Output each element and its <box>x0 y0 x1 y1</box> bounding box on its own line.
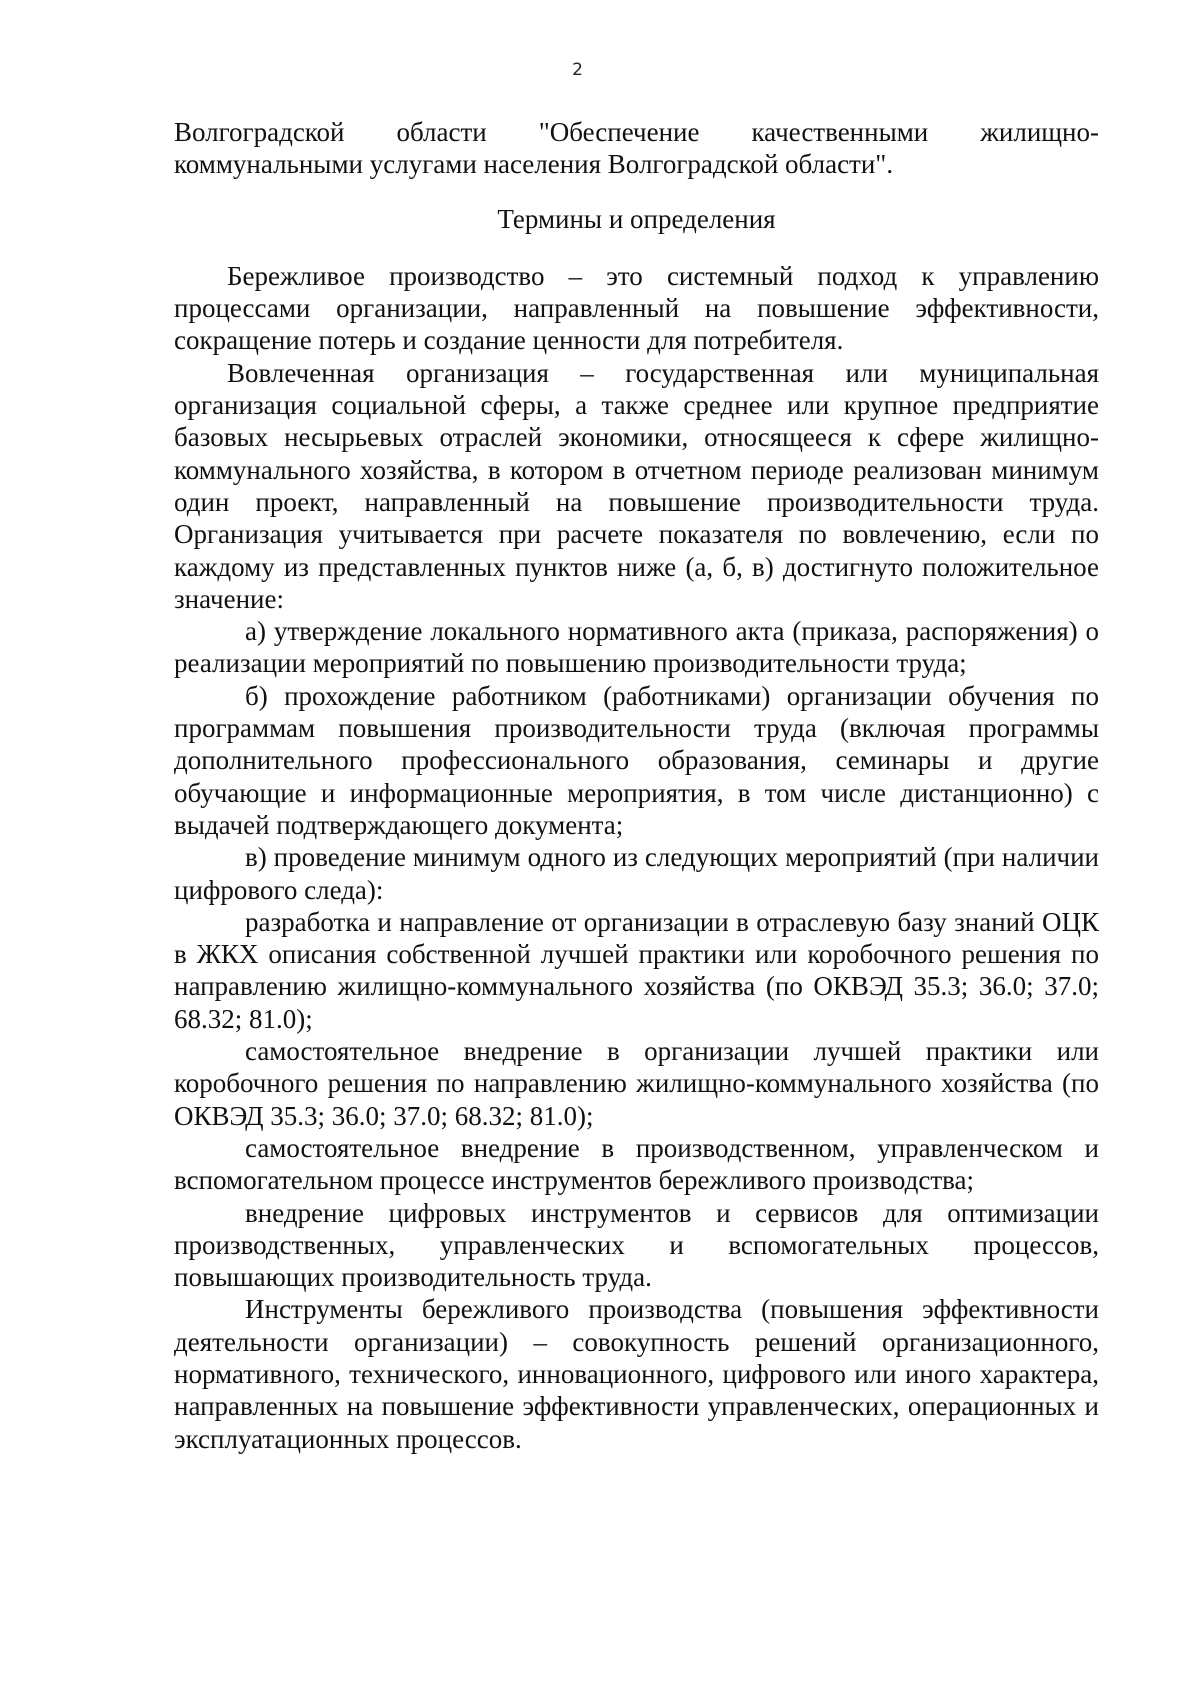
intro-paragraph: Волгоградской области "Обеспечение качественными жилищно-коммунальными услугами населения Волгоградской области". <box>174 117 1099 180</box>
spacer <box>174 235 1099 260</box>
activity-item-2: самостоятельное внедрение в организации лучшей практики или коробочного решения по направлению жилищно-коммунального хозяйства (по ОКВЭД 35.3; 36.0; 37.0; 68.32; 81.0); <box>174 1036 1099 1131</box>
document-body <box>174 116 1099 1455</box>
activity-item-1: разработка и направление от организации в отраслевую базу знаний ОЦК в ЖКХ описания собственной лучшей практики или коробочного решения по направлению жилищно-коммунального хозяйства (по ОКВЭД 35.3; 36.0; 37.0; 68.32; 81.0); <box>174 906 1099 1034</box>
criterion-item-v: в) проведение минимум одного из следующих мероприятий (при наличии цифрового следа): <box>174 842 1099 905</box>
definition-involved-organization: Вовлеченная организация – государственная или муниципальная организация социальной сферы, а также среднее или крупное предприятие базовых несырьевых отраслей экономики, относящееся к сфере жилищно-коммунального хозяйства, в котором в отчетном периоде реализован минимум один проект, направленный на повышение производительности труда. Организация учитывается при расчете показателя по вовлечению, если по каждому из представленных пунктов ниже (а, б, в) достигнуто положительное значение: <box>174 357 1099 614</box>
criterion-item-a: а) утверждение локального нормативного акта (приказа, распоряжения) о реализации мероприятий по повышению производительности труда; <box>174 616 1099 679</box>
criterion-item-b: б) прохождение работником (работниками) организации обучения по программам повышения производительности труда (включая программы дополнительного профессионального образования, семинары и другие обучающие и информационные мероприятия, в том числе дистанционно) с выдачей подтверждающего документа; <box>174 680 1099 840</box>
activity-item-3: самостоятельное внедрение в производственном, управленческом и вспомогательном процессе инструментов бережливого производства; <box>174 1132 1099 1196</box>
activity-item-4: внедрение цифровых инструментов и сервисов для оптимизации производственных, управленческих и вспомогательных процессов, повышающих производительность труда. <box>174 1197 1099 1293</box>
spacer <box>174 181 1099 203</box>
page-number: 2 <box>572 60 583 80</box>
definition-lean-production: Бережливое производство – это системный подход к управлению процессами организации, направленный на повышение эффективности, сокращение потерь и создание ценности для потребителя. <box>174 260 1099 356</box>
section-title: Термины и определения <box>497 203 776 234</box>
definition-lean-tools: Инструменты бережливого производства (повышения эффективности деятельности организации) – совокупность решений организационного, нормативного, технического, инновационного, цифрового или иного характера, направленных на повышение эффективности управленческих, операционных и эксплуатационных процессов. <box>174 1294 1099 1454</box>
